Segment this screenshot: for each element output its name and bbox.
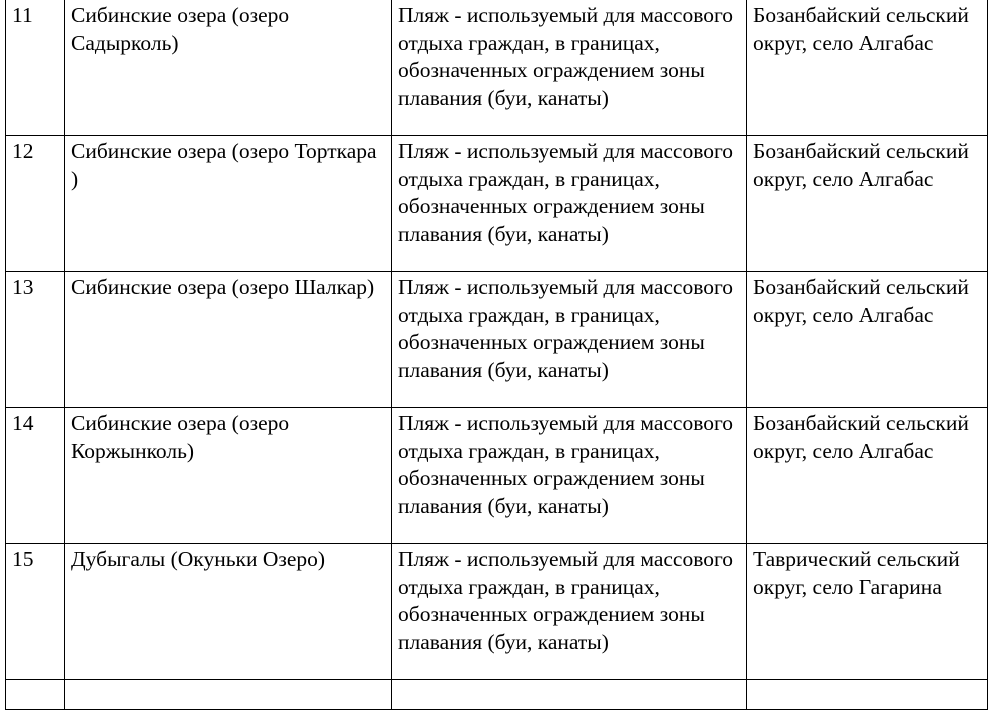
- beach-description: Пляж - используемый для массового отдыха граждан, в границах, обозначенных ограждением зоны плавания (буи, канаты): [392, 272, 747, 408]
- beach-description: Пляж - используемый для массового отдыха граждан, в границах, обозначенных ограждением зоны плавания (буи, канаты): [392, 408, 747, 544]
- table-row: [6, 272, 988, 408]
- beach-locations-table: [5, 0, 988, 710]
- row-number: 12: [6, 136, 65, 272]
- table-row: [6, 136, 988, 272]
- empty-cell: [6, 680, 65, 710]
- row-number: 15: [6, 544, 65, 680]
- empty-cell: [65, 680, 392, 710]
- table-row: [6, 544, 988, 680]
- beach-description: Пляж - используемый для массового отдыха граждан, в границах, обозначенных ограждением зоны плавания (буи, канаты): [392, 0, 747, 136]
- empty-cell: [392, 680, 747, 710]
- location: Бозанбайский сельский округ, село Алгабас: [747, 0, 988, 136]
- row-number: 11: [6, 0, 65, 136]
- beach-description: Пляж - используемый для массового отдыха граждан, в границах, обозначенных ограждением зоны плавания (буи, канаты): [392, 136, 747, 272]
- table-row: [6, 0, 988, 136]
- table-row-partial: [6, 680, 988, 710]
- lake-name: Сибинские озера (озеро Торткара ): [65, 136, 392, 272]
- lake-name: Дубыгалы (Окуньки Озеро): [65, 544, 392, 680]
- location: Бозанбайский сельский округ, село Алгабас: [747, 136, 988, 272]
- beach-description: Пляж - используемый для массового отдыха граждан, в границах, обозначенных ограждением зоны плавания (буи, канаты): [392, 544, 747, 680]
- row-number: 13: [6, 272, 65, 408]
- lake-name: Сибинские озера (озеро Шалкар): [65, 272, 392, 408]
- location: Бозанбайский сельский округ, село Алгабас: [747, 272, 988, 408]
- table-row: [6, 408, 988, 544]
- location: Бозанбайский сельский округ, село Алгабас: [747, 408, 988, 544]
- empty-cell: [747, 680, 988, 710]
- row-number: 14: [6, 408, 65, 544]
- location: Таврический сельский округ, село Гагарина: [747, 544, 988, 680]
- lake-name: Сибинские озера (озеро Садырколь): [65, 0, 392, 136]
- lake-name: Сибинские озера (озеро Коржынколь): [65, 408, 392, 544]
